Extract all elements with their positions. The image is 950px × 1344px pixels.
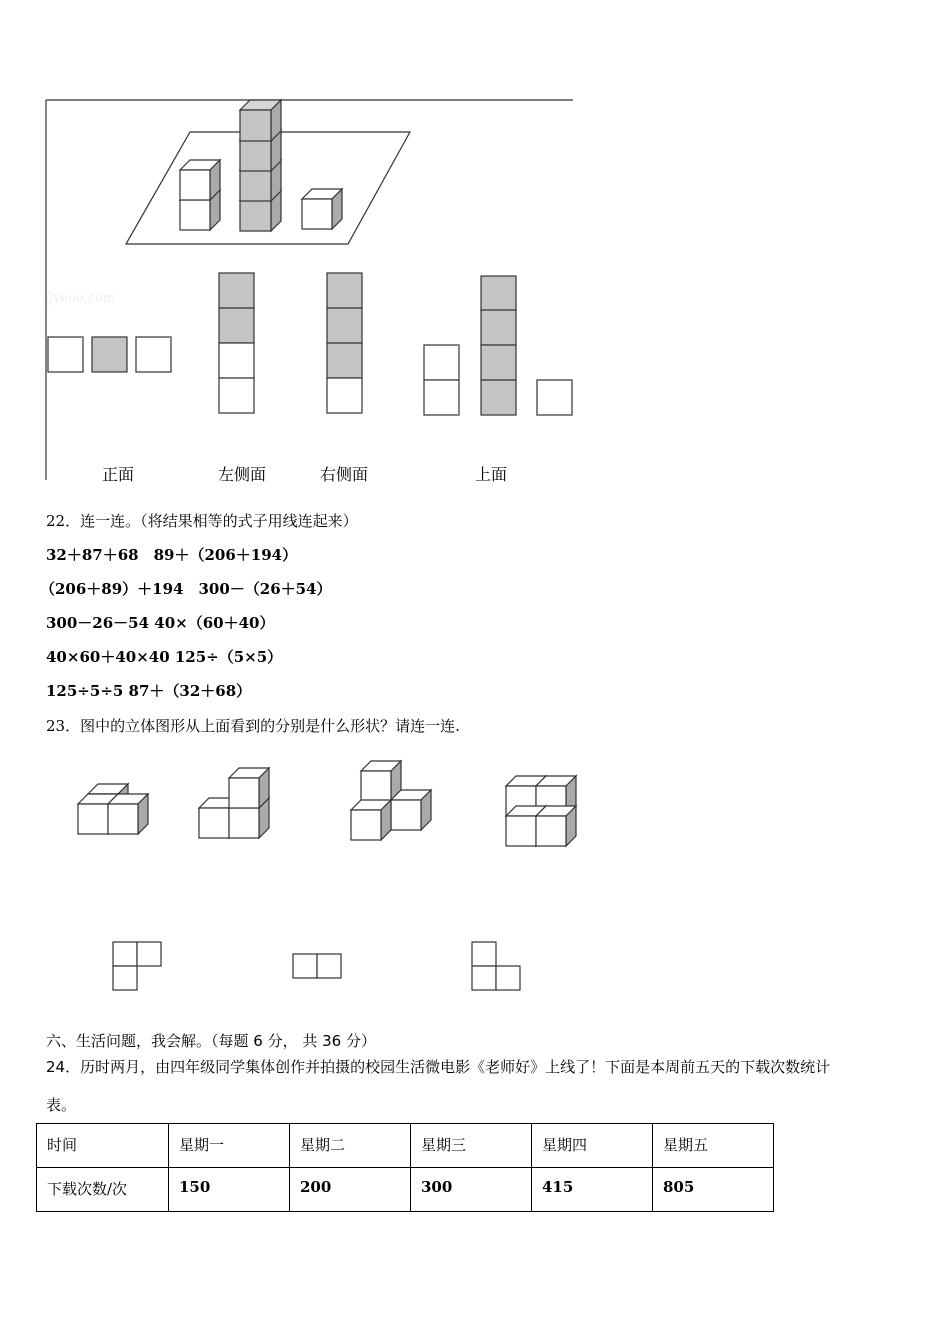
table-cell: 415 (532, 1168, 653, 1212)
right-view-square (327, 308, 362, 343)
watermark: Jyeoo.com (48, 291, 116, 306)
front-view-square (136, 337, 171, 372)
table-cell: 星期三 (411, 1124, 532, 1168)
top-view-square (481, 276, 516, 311)
view-label-top: 上面 (474, 465, 508, 484)
top-shape-square (496, 966, 520, 990)
q22-line: 300－26－54 40×（60＋40） (46, 614, 275, 632)
view-label-front: 正面 (101, 465, 135, 484)
view-label-left: 左侧面 (217, 465, 267, 484)
cube-front (361, 771, 391, 801)
top-view-square (537, 380, 572, 415)
top-view-square (481, 310, 516, 345)
top-shape-square (137, 942, 161, 966)
table-cell: 300 (411, 1168, 532, 1212)
section6-title: 六、生活问题，我会解。（每题 6 分， 共 36 分） (46, 1032, 376, 1050)
cube-front (78, 804, 108, 834)
front-view-square (48, 337, 83, 372)
table-cell: 时间 (37, 1124, 169, 1168)
cube-front (391, 800, 421, 830)
table-cell: 下载次数/次 (37, 1168, 169, 1212)
right-view-square (327, 273, 362, 308)
q22-line: （206＋89）＋194 300－（26＋54） (40, 580, 332, 598)
q22-line: 125÷5÷5 87＋（32＋68） (46, 682, 252, 700)
cube-front (229, 778, 259, 808)
cube-front (506, 816, 536, 846)
q22-title: 22．连一连。（将结果相等的式子用线连起来） (46, 512, 358, 530)
table-cell: 星期一 (169, 1124, 290, 1168)
table-cell: 星期二 (290, 1124, 411, 1168)
front-view-square (92, 337, 127, 372)
top-shape-square (317, 954, 341, 978)
q22-line: 32＋87＋68 89＋（206＋194） (46, 546, 298, 564)
download-table (36, 1123, 774, 1212)
top-shape-square (113, 966, 137, 990)
q23-title: 23．图中的立体图形从上面看到的分别是什么形状？请连一连. (46, 717, 460, 735)
table-header-row (37, 1124, 774, 1168)
table-cell: 150 (169, 1168, 290, 1212)
top-shape-square (472, 966, 496, 990)
table-cell: 805 (653, 1168, 774, 1212)
cube-front (229, 808, 259, 838)
cube-front (180, 170, 210, 200)
cube-front (351, 810, 381, 840)
cube-front (180, 200, 210, 230)
cube-front (240, 140, 271, 171)
cube-front (199, 808, 229, 838)
top-view-square (424, 380, 459, 415)
table-row (37, 1168, 774, 1212)
cube-front (240, 170, 271, 201)
left-view-square (219, 343, 254, 378)
table-cell: 200 (290, 1168, 411, 1212)
cube-front (240, 200, 271, 231)
cube-front (302, 199, 332, 229)
cube-front (536, 816, 566, 846)
top-shape-square (472, 942, 496, 966)
left-view-square (219, 378, 254, 413)
cube-front (108, 804, 138, 834)
table-cell: 星期四 (532, 1124, 653, 1168)
right-view-square (327, 343, 362, 378)
left-view-square (219, 308, 254, 343)
top-view-square (481, 345, 516, 380)
top-view-square (424, 345, 459, 380)
top-view-square (481, 380, 516, 415)
q24-text-cont: 表。 (46, 1096, 77, 1114)
q22-line: 40×60＋40×40 125÷（5×5） (46, 648, 283, 666)
q24-text: 24．历时两月，由四年级同学集体创作并拍摄的校园生活微电影《老师好》上线了！下面是本周前五天的下载次数统计 (46, 1058, 831, 1076)
top-shape-square (293, 954, 317, 978)
top-shape-square (113, 942, 137, 966)
cube-front (240, 110, 271, 141)
left-view-square (219, 273, 254, 308)
view-label-right: 右侧面 (319, 465, 369, 484)
right-view-square (327, 378, 362, 413)
table-cell: 星期五 (653, 1124, 774, 1168)
